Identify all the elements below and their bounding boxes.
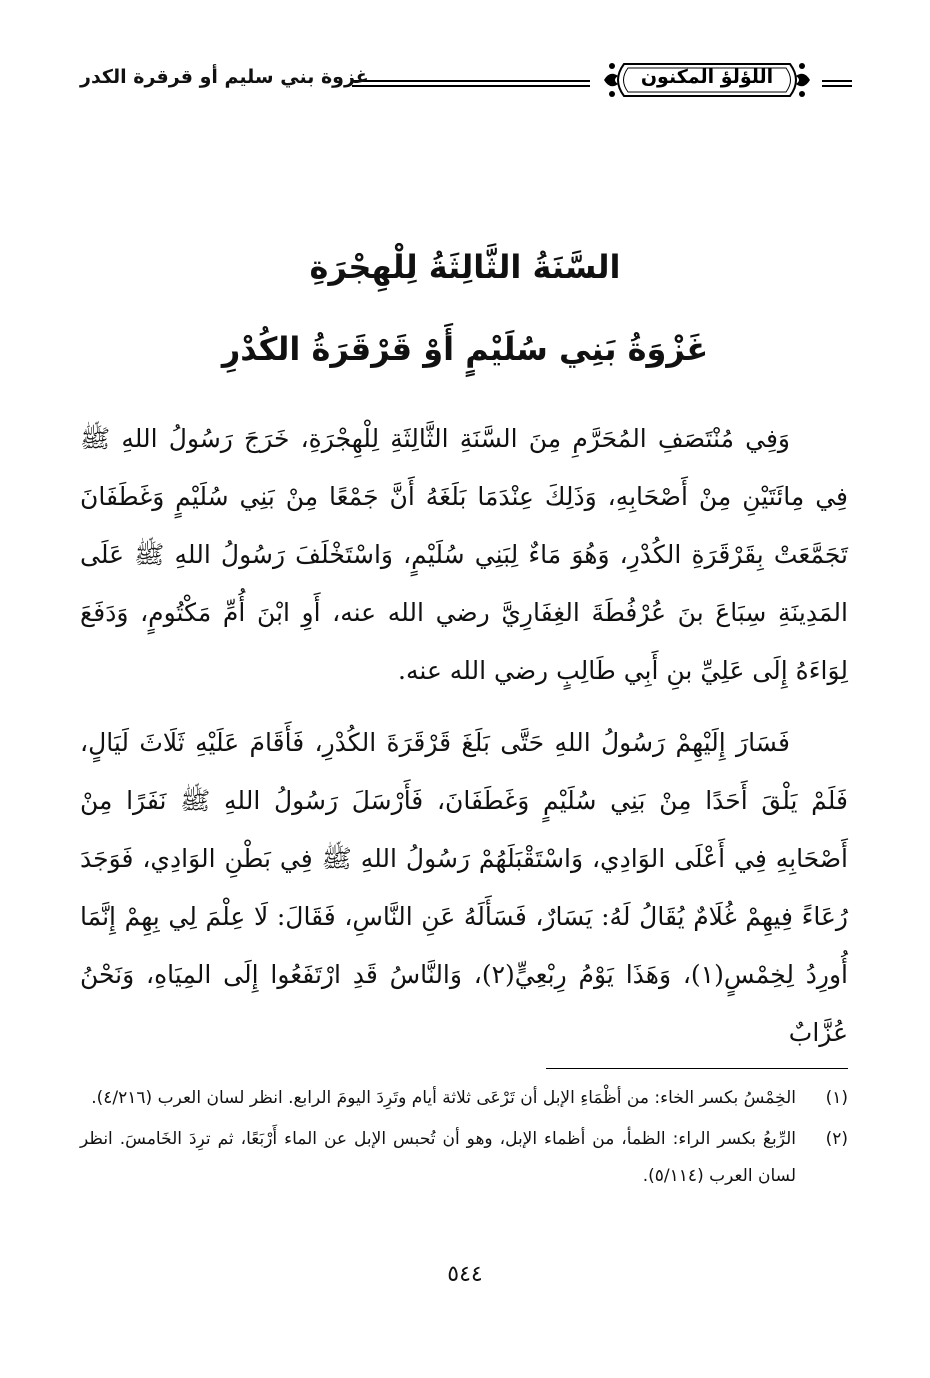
year-heading: السَّنَةُ الثَّالِثَةُ لِلْهِجْرَةِ xyxy=(309,248,621,286)
chapter-title: غزوة بني سليم أو قرقرة الكدر xyxy=(80,66,369,88)
paragraph: وَفِي مُنْتَصَفِ المُحَرَّمِ مِنَ السَّنَةِ الثَّالِثَةِ لِلْهِجْرَةِ، خَرَجَ رَسُولُ اللهِ ﷺ فِي مِائَتَيْنِ مِنْ أَصْحَابِهِ، وَذَلِكَ عِنْدَمَا بَلَغَهُ أَنَّ جَمْعًا مِنْ بَنِي سُلَيْمٍ وَغَطَفَانَ تَجَمَّعَتْ بِقَرْقَرَةِ الكُدْرِ، وَهُوَ مَاءٌ لِبَنِي سُلَيْمٍ، وَاسْتَخْلَفَ رَسُولُ اللهِ ﷺ عَلَى المَدِينَةِ سِبَاعَ بنَ عُرْفُطَةَ الغِفَارِيَّ رضي الله عنه، أَوِ ابْنَ أُمِّ مَكْتُومٍ، وَدَفَعَ لِوَاءَهُ إِلَى عَلِيِّ بنِ أَبِي طَالِبٍ رضي الله عنه. xyxy=(80,424,848,685)
header-rule xyxy=(822,85,852,87)
main-text xyxy=(80,410,848,1062)
event-heading: غَزْوَةُ بَنِي سُلَيْمٍ أَوْ قَرْقَرَةُ الكُدْرِ xyxy=(221,330,709,368)
footnote xyxy=(80,1121,848,1195)
header-rule xyxy=(352,80,590,82)
footnote-number: (٢) xyxy=(825,1129,848,1149)
footnote-number: (١) xyxy=(825,1088,848,1108)
footnote-separator xyxy=(546,1068,848,1069)
footnote-text: الرِّبعُ بكسر الراء: الظمأ، من أظماء الإبل، وهو أن تُحبس الإبل عن الماء أَرْبَعًا، ثم ترِدَ الخَامسَ. انظر لسان العرب (٥/١١٤). xyxy=(80,1129,796,1186)
book-title-ornament xyxy=(602,58,812,102)
page-number: ٥٤٤ xyxy=(447,1262,483,1287)
running-header xyxy=(80,52,852,114)
footnote-text: الخِمْسُ بكسر الخاء: من أظْمَاءِ الإبل أن تَرْعَى ثلاثة أيام وتَرِدَ اليومَ الرابع. انظر لسان العرب (٤/٢١٦). xyxy=(91,1088,796,1108)
paragraph: فَسَارَ إِلَيْهِمْ رَسُولُ اللهِ حَتَّى بَلَغَ قَرْقَرَةَ الكُدْرِ، فَأَقَامَ عَلَيْهِ ثَلَاثَ لَيَالٍ، فَلَمْ يَلْقَ أَحَدًا مِنْ بَنِي سُلَيْمٍ وَغَطَفَانَ، فَأَرْسَلَ رَسُولُ اللهِ ﷺ نَفَرًا مِنْ أَصْحَابِهِ فِي أَعْلَى الوَادِي، وَاسْتَقْبَلَهُمْ رَسُولُ اللهِ ﷺ فِي بَطْنِ الوَادِي، فَوَجَدَ رُعَاءً فِيهِمْ غُلَامٌ يُقَالُ لَهُ: يَسَارٌ، فَسَأَلَهُ عَنِ النَّاسِ، فَقَالَ: لَا عِلْمَ لِي بِهِمْ إِنَّمَا أُورِدُ لِخِمْسٍ(١)، وَهَذَا يَوْمُ رِبْعِيٍّ(٢)، وَالنَّاسُ قَدِ ارْتَفَعُوا إِلَى المِيَاهِ، وَنَحْنُ عُزَّابٌ xyxy=(80,728,848,1047)
footnote xyxy=(80,1080,848,1117)
book-title: اللؤلؤ المكنون xyxy=(640,66,774,88)
header-rule xyxy=(822,80,852,82)
footnotes xyxy=(80,1080,848,1199)
header-rule xyxy=(352,85,590,87)
